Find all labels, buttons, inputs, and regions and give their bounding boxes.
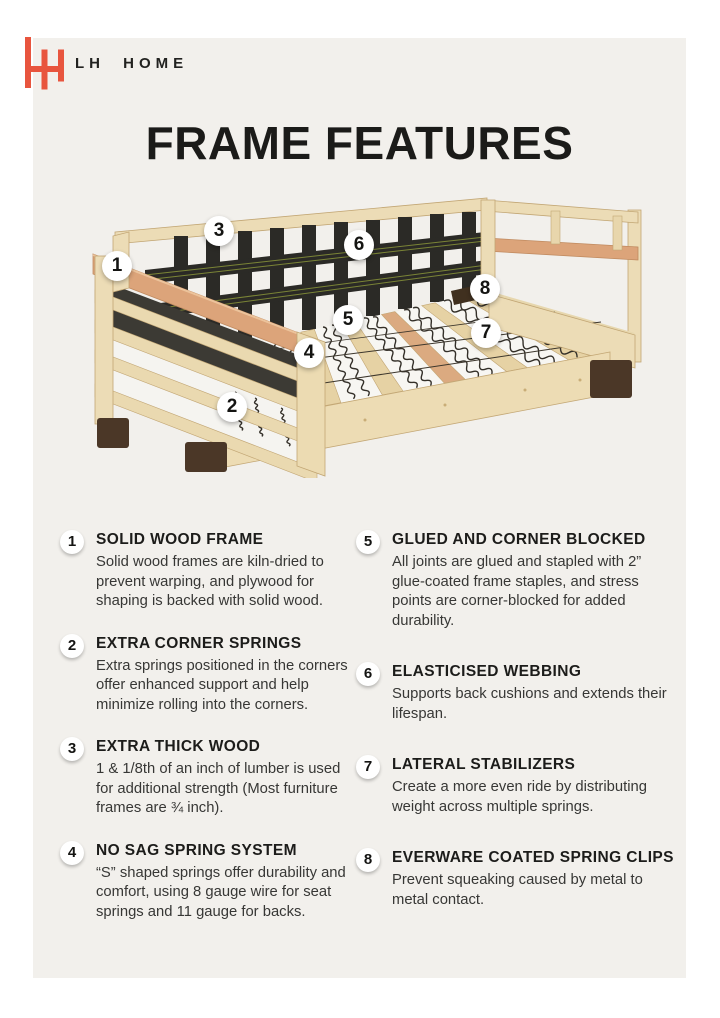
feature-desc: “S” shaped springs offer durability and comfort, using 8 gauge wire for seat springs and 11 gauge for backs.: [96, 864, 346, 920]
feature-item-6: [356, 660, 676, 724]
feature-item-8: [356, 846, 676, 910]
feature-item-3: [60, 735, 356, 819]
callout-4: 4: [294, 338, 324, 368]
feature-item-4: [60, 839, 356, 923]
feature-number-badge: 4: [60, 841, 84, 865]
callout-6: 6: [344, 230, 374, 260]
feature-number-badge: 2: [60, 634, 84, 658]
feature-number-badge: 6: [356, 662, 380, 686]
callout-1: 1: [102, 251, 132, 281]
feature-column-right: [356, 528, 676, 942]
feature-item-2: [60, 632, 356, 716]
feature-desc: Prevent squeaking caused by metal to metal contact.: [392, 872, 643, 908]
feature-desc: Extra springs positioned in the corners offer enhanced support and help minimize rolling into the corners.: [96, 657, 348, 713]
feature-number-badge: 3: [60, 737, 84, 761]
feature-number-badge: 7: [356, 755, 380, 779]
brand-logo: [25, 37, 325, 93]
brand-name: LH HOME: [75, 55, 189, 72]
feature-item-1: [60, 528, 356, 612]
feature-desc: 1 & 1/8th of an inch of lumber is used for additional strength (Most furniture frames are ¾ inch).: [96, 761, 341, 816]
feature-column-left: [60, 528, 356, 942]
sofa-frame-diagram: [85, 192, 645, 478]
lh-monogram-icon: [25, 37, 67, 91]
feature-title: ELASTICISED WEBBING: [392, 663, 582, 680]
feature-title: SOLID WOOD FRAME: [96, 531, 264, 548]
callout-3: 3: [204, 216, 234, 246]
callout-5: 5: [333, 305, 363, 335]
feature-desc: Supports back cushions and extends their lifespan.: [392, 686, 667, 722]
page-title: FRAME FEATURES: [145, 117, 574, 169]
feature-item-5: [356, 528, 676, 631]
feature-list: [60, 528, 676, 942]
feature-desc: Create a more even ride by distributing weight across multiple springs.: [392, 779, 647, 815]
feature-item-7: [356, 753, 676, 817]
feature-title: EXTRA THICK WOOD: [96, 738, 261, 755]
feature-desc: Solid wood frames are kiln-dried to prevent warping, and plywood for shaping is backed with solid wood.: [96, 554, 324, 609]
feature-title: LATERAL STABILIZERS: [392, 756, 576, 773]
feature-title: NO SAG SPRING SYSTEM: [96, 841, 297, 859]
feature-number-badge: 8: [356, 848, 380, 872]
callout-2: 2: [217, 392, 247, 422]
feature-number-badge: 1: [60, 530, 84, 554]
callout-7: 7: [471, 318, 501, 348]
feature-title: GLUED AND CORNER BLOCKED: [392, 531, 646, 548]
feature-title: EVERWARE COATED SPRING CLIPS: [392, 849, 674, 866]
feature-title: EXTRA CORNER SPRINGS: [96, 634, 302, 652]
callout-8: 8: [470, 274, 500, 304]
feature-number-badge: 5: [356, 530, 380, 554]
feature-desc: All joints are glued and stapled with 2” glue-coated frame staples, and stress points are corner-blocked for added durability.: [392, 554, 642, 629]
